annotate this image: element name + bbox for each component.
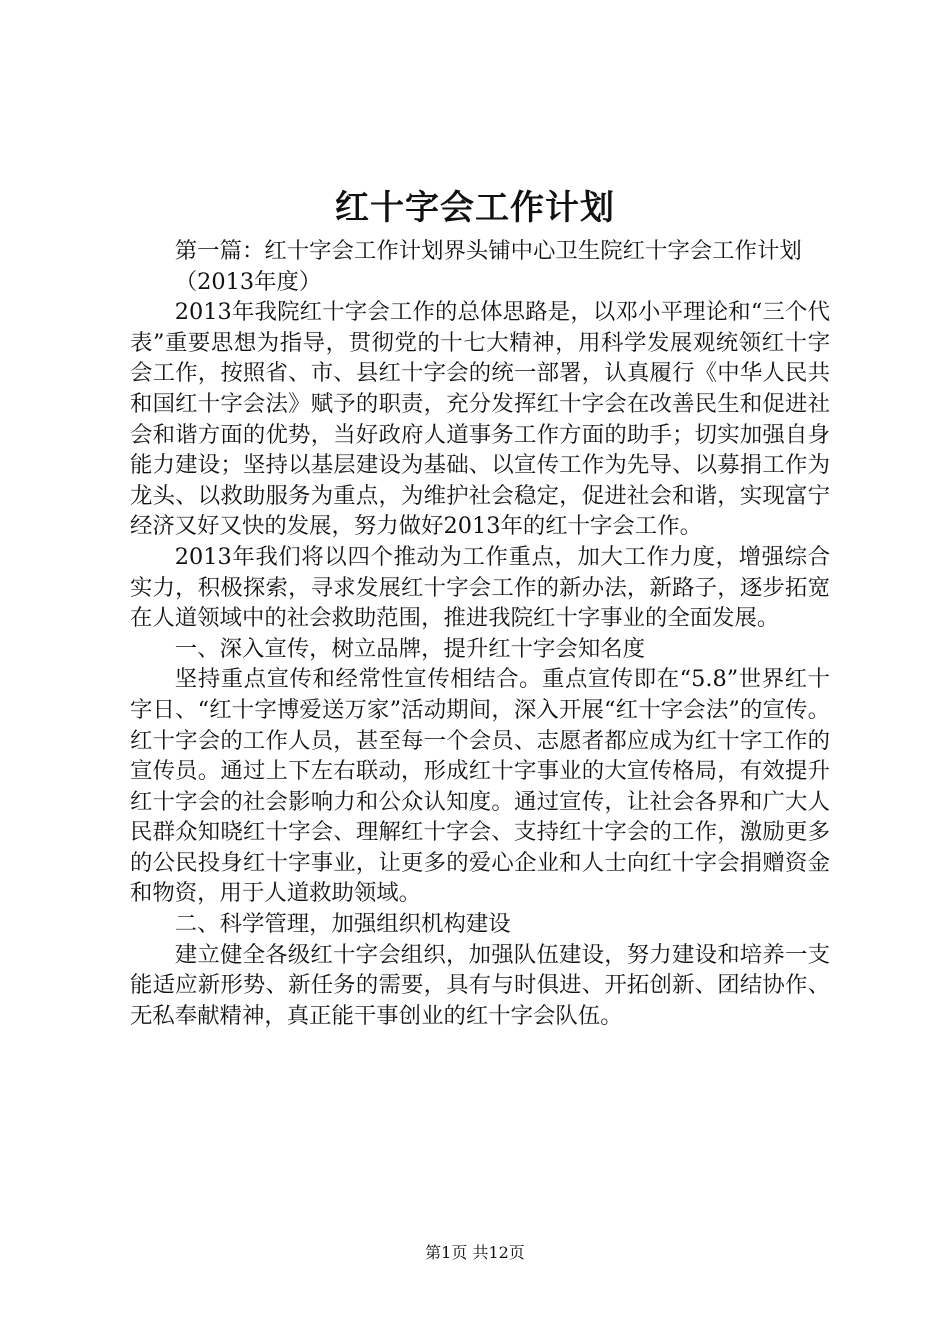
paragraph: 2013年我们将以四个推动为工作重点，加大工作力度，增强综合实力，积极探索，寻求发展红十字会工作的新办法，新路子，逐步拓宽在人道领域中的社会救助范围，推进我院红十字事业的全面发展。: [130, 543, 830, 632]
document-title: 红十字会工作计划: [335, 188, 615, 228]
section-heading: 一、深入宣传，树立品牌，提升红十字会知名度: [174, 635, 645, 662]
section-heading: 二、科学管理，加强组织机构建设: [174, 911, 511, 938]
document-body: [130, 236, 830, 1031]
paragraph-year: （2013年度）: [174, 268, 322, 295]
paragraph: 2013年我院红十字会工作的总体思路是，以邓小平理论和“三个代表”重要思想为指导，贯彻党的十七大精神，用科学发展观统领红十字会工作，按照省、市、县红十字会的统一部署，认真履行《中华人民共和国红十字会法》赋予的职责，充分发挥红十字会在改善民生和促进社会和谐方面的优势，当好政府人道事务工作方面的助手；切实加强自身能力建设；坚持以基层建设为基础、以宣传工作为先导、以募捐工作为龙头、以救助服务为重点，为维护社会稳定，促进社会和谐，实现富宁经济又好又快的发展，努力做好2013年的红十字会工作。: [130, 299, 830, 540]
paragraph-heading: 第一篇：红十字会工作计划界头铺中心卫生院红十字会工作计划: [174, 238, 802, 264]
paragraph: 建立健全各级红十字会组织，加强队伍建设，努力建设和培养一支能适应新形势、新任务的需要，具有与时俱进、开拓创新、团结协作、无私奉献精神，真正能干事创业的红十字会队伍。: [130, 941, 830, 1029]
page-footer: 第1页 共12页: [425, 1243, 525, 1262]
paragraph: 坚持重点宣传和经常性宣传相结合。重点宣传即在“5.8”世界红十字日、“红十字博爱送万家”活动期间，深入开展“红十字会法”的宣传。红十字会的工作人员，甚至每一个会员、志愿者都应成为红十字工作的宣传员。通过上下左右联动，形成红十字事业的大宣传格局，有效提升红十字会的社会影响力和公众认知度。通过宣传，让社会各界和广大人民群众知晓红十字会、理解红十字会、支持红十字会的工作，激励更多的公民投身红十字事业，让更多的爱心企业和人士向红十字会捐赠资金和物资，用于人道救助领域。: [130, 666, 830, 907]
